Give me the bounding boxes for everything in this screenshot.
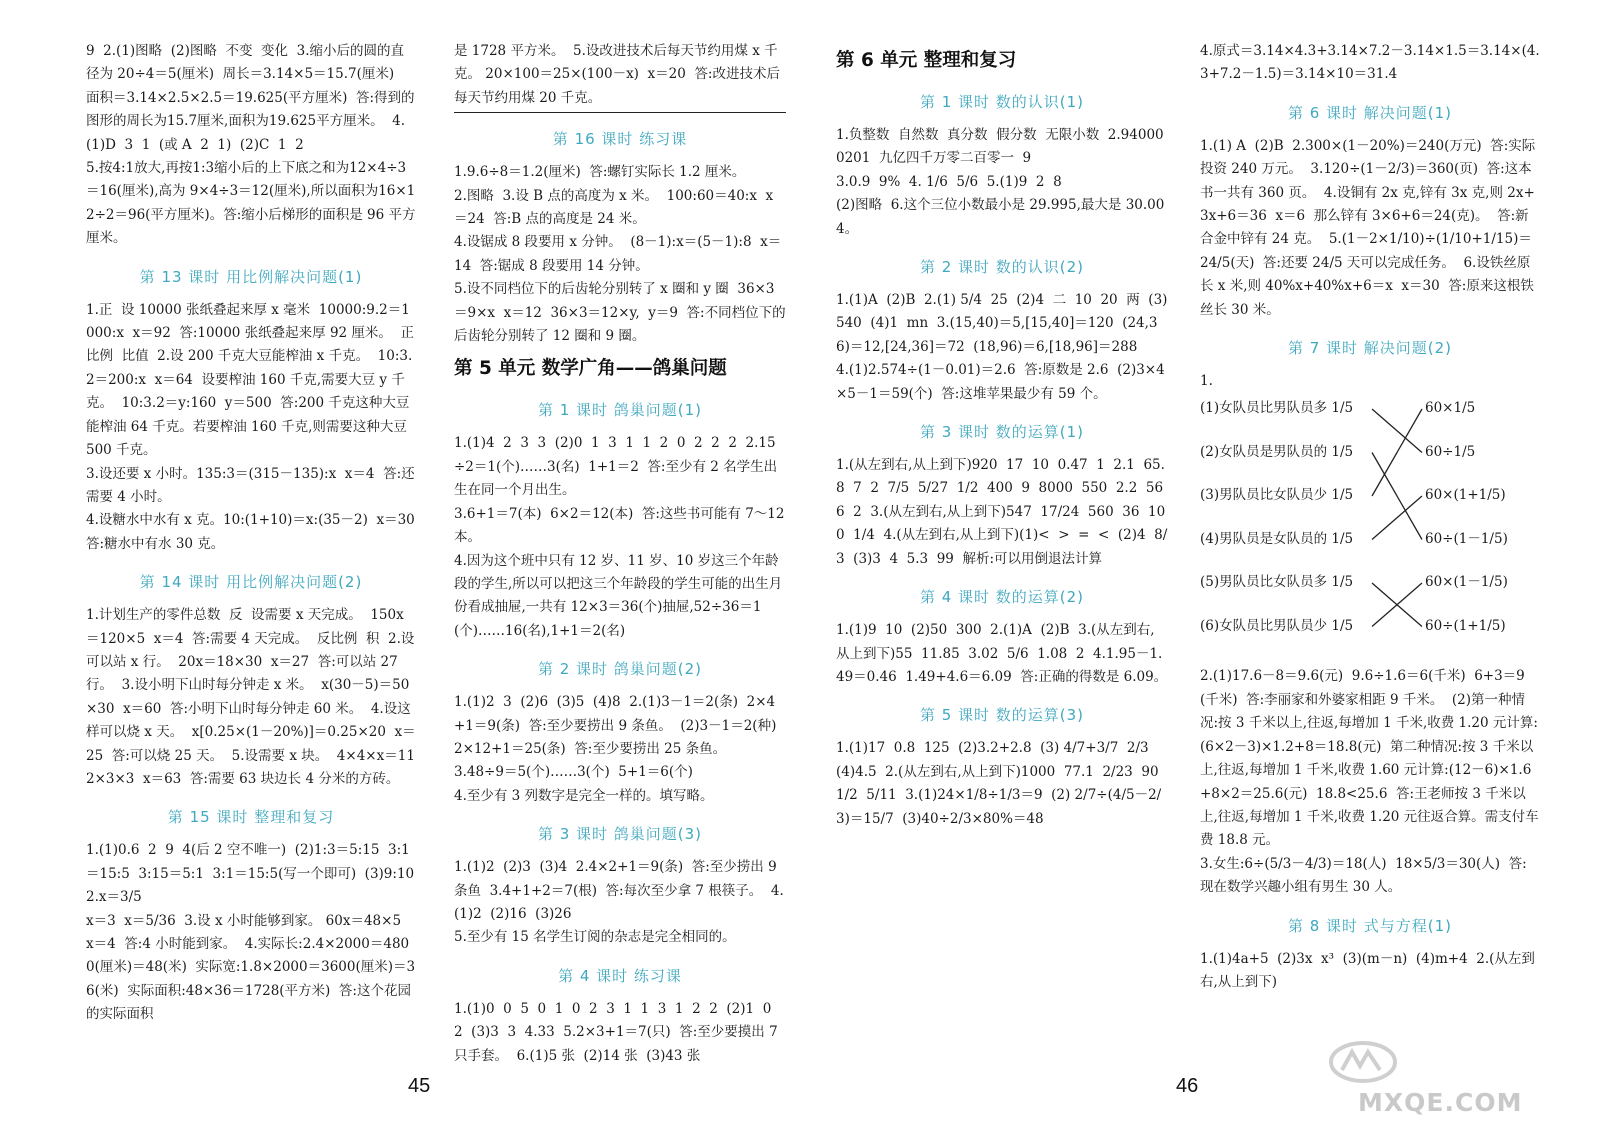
answer-paragraph: 1.(从左到右,从上到下)920 17 10 0.47 1 2.1 65.8 7 2 7/5 5/27 1/2 400 9 8000 550 2.2 56 6 2 3.(从左到右,从上到下)547 17/24 560 36 100 1/4 4.(从左到右,从上到下)(1)< > = < (2)4 8/3 (3)3 4 5.3 99 解析:可以用倒退法计算 [836,457,1172,567]
page-46 [836,40,1556,1070]
answer-paragraph: 1.(1)4 2 3 3 (2)0 1 3 1 1 2 0 2 2 2 2.15÷2＝1(个)……3(名) 1+1＝2 答:至少有 2 名学生出生在同一个月出生。 [454,435,778,499]
lesson-heading: 第 3 课时 鸽巢问题(3) [537,825,703,844]
matching-right-item: 60×(1+1/5) [1425,487,1506,504]
lesson-heading: 第 4 课时 练习课 [558,966,682,985]
matching-line [1372,453,1422,540]
matching-right-item: 60÷(1+1/5) [1425,617,1506,634]
watermark-logo-icon [1328,1040,1398,1084]
lesson-heading: 第 2 课时 数的认识(2) [919,258,1085,277]
answer-paragraph: 4.因为这个班中只有 12 岁、11 岁、10 岁这三个年龄段的学生,所以可以把这三个年龄段的学生可能的出生月份看成抽屉,一共有 12×3＝36(个)抽屉,52÷36＝1(个)……16(名),1+1＝2(名) [454,552,783,639]
matching-left-item: (1)女队员比男队员多 1/5 [1200,400,1354,417]
answer-paragraph: 1.(1)0.6 2 9 4(后 2 空不唯一) (2)1:3＝5:15 3:1＝15:5 3:15＝5:1 3:1＝15:5(写一个即可) (3)9:10 2.x＝3/5 [86,842,423,906]
answer-paragraph: 5.设不同档位下的后齿轮分别转了 x 圈和 y 圈 36×3＝9×x x＝12 36×3＝12×y, y＝9 答:不同档位下的后齿轮分别转了 12 圈和 9 圈。 [454,281,786,345]
lesson-heading: 第 4 课时 数的运算(2) [919,588,1085,607]
lesson-heading: 第 16 课时 练习课 [552,130,688,149]
answer-paragraph: 1.(1)9 10 (2)50 300 2.(1)A (2)B 3.(从左到右,从上到下)55 11.85 3.02 5/6 1.08 2 4.1.95－1.49＝0.46 1.49+4.6＝6.09 答:正确的得数是 6.09。 [836,622,1168,685]
answer-paragraph: x＝3 x＝5/36 3.设 x 小时能够到家。 60x＝48×5 x＝4 答:4 小时能到家。 4.实际长:2.4×2000＝4800(厘米)＝48(米) 实际宽:1.8×2000＝3600(厘米)＝36(米) 实际面积:48×36＝1728(平方米) 答:这个花园的实际面积 [86,912,416,1023]
lesson-heading: 第 14 课时 用比例解决问题(2) [139,573,363,592]
column-3 [836,40,1172,831]
answer-paragraph: (2)图略 6.这个三位小数最小是 29.995,最大是 30.004。 [836,197,1165,237]
unit-heading: 第 5 单元 数学广角——鸽巢问题 [454,358,727,380]
answer-paragraph: 1.(1)4a+5 (2)3x x³ (3)(m－n) (4)m+4 2.(从左到右,从上到下) [1200,950,1535,990]
answer-paragraph: 9 2.(1)图略 (2)图略 不变 变化 3.缩小后的圆的直径为 20÷4＝5(厘米) 周长＝3.14×5＝15.7(厘米) 面积＝3.14×2.5×2.5＝19.625(平方厘米) 答:得到的图形的周长为15.7厘米,面积为19.625平方厘米。 4.(1)D 3 1 (或 A 2 1) (2)C 1 2 [86,43,415,153]
unit-heading: 第 6 单元 整理和复习 [836,50,1017,71]
section-divider [454,112,786,113]
matching-left-item: (5)男队员比女队员多 1/5 [1200,574,1354,591]
answer-paragraph: 3.女生:6÷(5/3－4/3)＝18(人) 18×5/3＝30(人) 答:现在数学兴趣小组有男生 30 人。 [1200,855,1527,896]
answer-paragraph: 1.(1) A (2)B 2.300×(1－20%)＝240(万元) 答:实际投资 240 万元。 3.120÷(1－2/3)＝360(页) 答:这本书一共有 360 页。 4.设铜有 2x 克,锌有 3x 克,则 2x+3x+6＝36 x＝6 那么锌有 3×6+6＝24(克)。 答:新合金中锌有 24 克。 5.(1－2×1/10)÷(1/10+1/15)＝24/5(天) 答:还要 24/5 天可以完成任务。 6.设铁丝原长 x 米,则 40%x+40%x+6＝x x＝30 答:原来这根铁丝长 30 米。 [1200,137,1536,318]
answer-paragraph: 4.原式＝3.14×4.3+3.14×7.2－3.14×1.5＝3.14×(4.3+7.2－1.5)＝3.14×10＝31.4 [1200,43,1540,83]
answer-paragraph: 2.(1)17.6－8＝9.6(元) 9.6÷1.6＝6(千米) 6+3＝9(千米) 答:李丽家和外婆家相距 9 千米。 (2)第一种情况:按 3 千米以上,往返,每增加 1 千米,收费 1.20 元计算:(6×2－3)×1.2+8＝18.8(元) 第二种情况:按 3 千米以上,往返,每增加 1 千米,收费 1.60 元计算:(12－6)×1.6+8×2＝25.6(元) 18.8<25.6 答:王老师按 3 千米以上,往返,每增加 1 千米,收费 1.20 元往返合算。需支付车费 18.8 元。 [1200,668,1539,849]
matching-exercise [1200,397,1530,659]
answer-paragraph: 1.9.6÷8＝1.2(厘米) 答:螺钉实际长 1.2 厘米。 [454,164,746,181]
answer-paragraph: 1.计划生产的零件总数 反 设需要 x 天完成。 150x＝120×5 x＝4 答:需要 4 天完成。 反比例 积 2.设可以站 x 行。 20x＝18×30 x＝27 答:可以站 27 行。 3.设小明下山时每分钟走 x 米。 x(30－5)＝50×30 x＝60 答:小明下山时每分钟走 60 米。 4.设这样可以烧 x 天。 x[0.25×(1－20%)]＝0.25×20 x＝25 答:可以烧 25 天。 5.设需要 x 块。 4×4×x＝112×3×3 x＝63 答:需要 63 块边长 4 分米的方砖。 [86,607,416,787]
column-1 [86,40,424,1027]
matching-right-item: 60×(1－1/5) [1425,574,1508,591]
answer-paragraph: 3.48÷9＝5(个)……3(个) 5+1＝6(个) [454,764,693,781]
lesson-heading: 第 2 课时 鸽巢问题(2) [537,660,703,679]
answer-paragraph: 1.负整数 自然数 真分数 假分数 无限小数 2.940000201 九亿四千万零二百零一 9 [836,127,1164,167]
lesson-heading: 第 13 课时 用比例解决问题(1) [139,267,363,286]
answer-paragraph: 5.至少有 15 名学生订阅的杂志是完全相同的。 [454,929,736,946]
answer-paragraph: 1.(1)17 0.8 125 (2)3.2+2.8 (3) 4/7+3/7 2/3 (4)4.5 2.(从左到右,从上到下)1000 77.1 2/23 90 1/2 5/11 3.(1)24×1/8÷1/3＝9 (2) 2/7÷(4/5－2/3)＝15/7 (3)40÷2/3×80%＝48 [836,740,1168,827]
answer-paragraph: 1.(1)2 3 (2)6 (3)5 (4)8 2.(1)3－1＝2(条) 2×4+1＝9(条) 答:至少要捞出 9 条鱼。 (2)3－1＝2(种) 2×12+1＝25(条) 答:至少要捞出 25 条鱼。 [454,694,785,757]
matching-right-item: 60×1/5 [1425,400,1476,417]
page-number-left: 45 [408,1075,431,1097]
matching-left-item: (3)男队员比女队员少 1/5 [1200,487,1354,504]
answer-paragraph: 3.设还要 x 小时。135:3＝(315－135):x x＝4 答:还需要 4 小时。 [86,465,415,505]
answer-paragraph: 3.0.9 9% 4. 1/6 5/6 5.(1)9 2 8 [836,173,1062,190]
lesson-heading: 第 5 课时 数的运算(3) [919,706,1085,725]
answer-paragraph: 4.设糖水中水有 x 克。10:(1+10)＝x:(35－2) x＝30 答:糖水中有水 30 克。 [86,512,424,552]
matching-left-item: (4)男队员是女队员的 1/5 [1200,530,1354,547]
answer-paragraph: 1.(1)2 (2)3 (3)4 2.4×2+1＝9(条) 答:至少捞出 9 条鱼 3.4+1+2＝7(根) 答:每次至少拿 7 根筷子。 4.(1)2 (2)16 (3)26 [454,859,784,922]
column-4 [1200,40,1540,994]
lesson-heading: 第 6 课时 解决问题(1) [1287,103,1453,122]
answer-paragraph: 4.至少有 3 列数字是完全一样的。填写略。 [454,787,714,804]
answer-paragraph: 2.图略 3.设 B 点的高度为 x 米。 100:60＝40:x x＝24 答:B 点的高度是 24 米。 [454,187,774,228]
watermark-text: MXQE.COM [1358,1088,1523,1117]
matching-line [1372,409,1422,453]
lesson-heading: 第 3 课时 数的运算(1) [919,423,1085,442]
page-number-right: 46 [1176,1075,1199,1097]
matching-line [1372,409,1422,496]
matching-right-item: 60÷(1－1/5) [1425,530,1508,547]
answer-paragraph: 5.按4:1放大,再按1:3缩小后的上下底之和为12×4÷3＝16(厘米),高为 9×4÷3＝12(厘米),所以面积为16×12÷2＝96(平方厘米)。答:缩小后梯形的面积是 96 平方厘米。 [86,160,416,247]
matching-left-item: (6)女队员比男队员少 1/5 [1200,617,1354,634]
matching-right-item: 60÷1/5 [1425,443,1476,460]
answer-paragraph: 3.6+1＝7(本) 6×2＝12(本) 答:这些书可能有 7～12 本。 [454,505,789,546]
matching-left-item: (2)女队员是男队员的 1/5 [1200,443,1354,460]
page-45 [86,40,789,1070]
lesson-heading: 第 7 课时 解决问题(2) [1287,339,1453,358]
answer-paragraph: 1. [1200,373,1213,390]
answer-paragraph: 1.正 设 10000 张纸叠起来厚 x 毫米 10000:9.2＝1000:x x＝92 答:10000 张纸叠起来厚 92 厘米。 正比例 比值 2.设 200 千克大豆能榨油 x 千克。 10:3.2＝200:x x＝64 设要榨油 160 千克,需要大豆 y 千克。 10:3.2＝y:160 y＝500 答:200 千克这种大豆能榨油 64 千克。若要榨油 160 千克,则需要这种大豆 500 千克。 [86,301,415,459]
column-2 [454,40,789,1068]
answer-paragraph: 是 1728 平方米。 5.设改进技术后每天节约用煤 x 千克。 20×100＝25×(100－x) x＝20 答:改进技术后每天节约用煤 20 千克。 [454,43,780,106]
answer-paragraph: 1.(1)0 0 5 0 1 0 2 3 1 1 3 1 2 2 (2)1 0 2 (3)3 3 4.33 5.2×3+1＝7(只) 答:至少要摸出 7 只手套。 6.(1)5 张 (2)14 张 (3)43 张 [454,1000,782,1064]
answer-paragraph: 4.设锯成 8 段要用 x 分钟。 (8－1):x＝(5－1):8 x＝14 答:锯成 8 段要用 14 分钟。 [454,234,782,274]
answer-paragraph: 4.(1)2.574÷(1－0.01)＝2.6 答:原数是 2.6 (2)3×4×5－1＝59(个) 答:这堆苹果最少有 59 个。 [836,362,1165,402]
lesson-heading: 第 1 课时 鸽巢问题(1) [537,401,703,420]
watermark [1328,1040,1558,1120]
lesson-heading: 第 8 课时 式与方程(1) [1287,916,1453,935]
answer-paragraph: 1.(1)A (2)B 2.(1) 5/4 25 (2)4 二 10 20 两 (3)540 (4)1 mn 3.(15,40)＝5,[15,40]＝120 (24,36)＝12,[24,36]＝72 (18,96)＝6,[18,96]＝288 [836,292,1168,355]
matching-line [1372,496,1422,540]
lesson-heading: 第 15 课时 整理和复习 [167,808,335,827]
lesson-heading: 第 1 课时 数的认识(1) [919,93,1085,111]
